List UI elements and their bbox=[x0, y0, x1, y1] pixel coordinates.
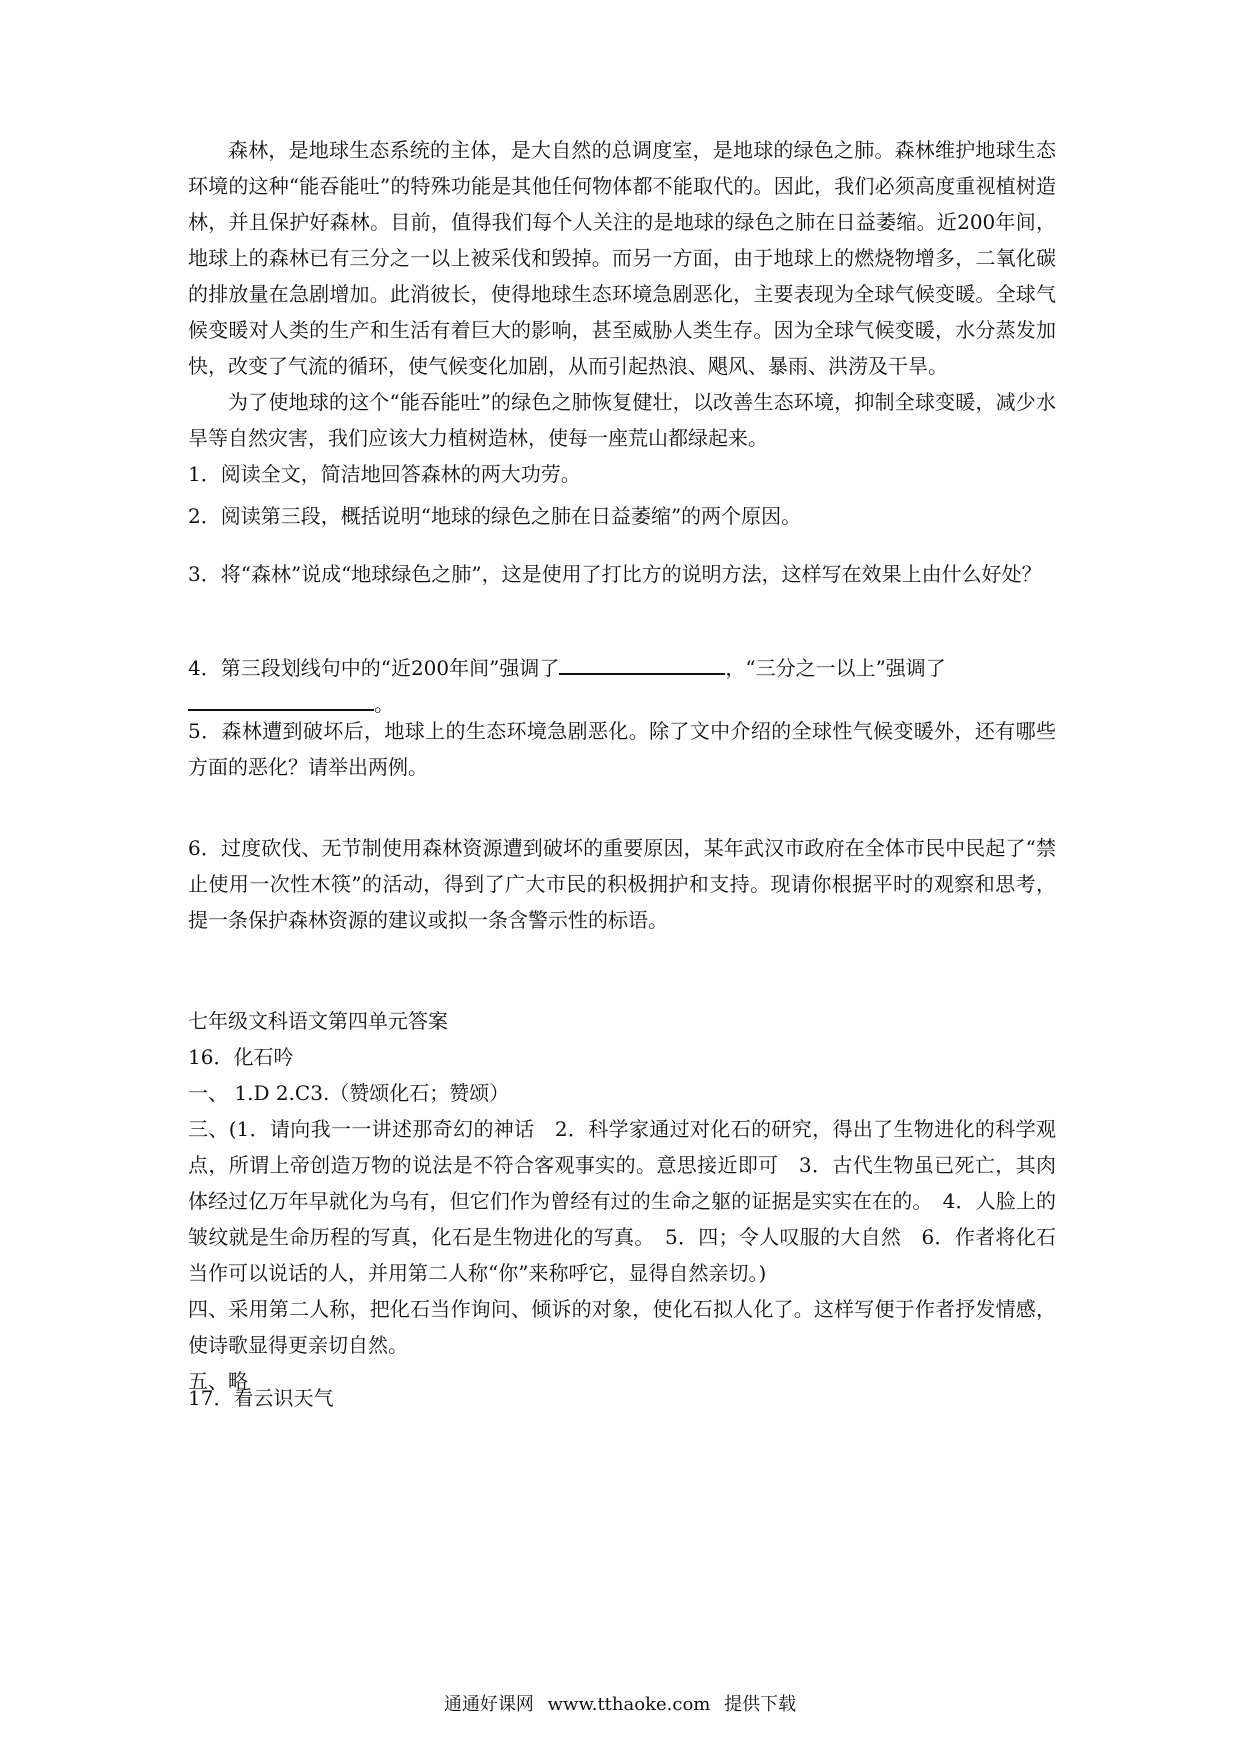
question-4 bbox=[188, 650, 1056, 686]
question-4-text-b: ，“三分之一以上”强调了 bbox=[725, 656, 946, 680]
answer-blank-1[interactable] bbox=[559, 651, 725, 675]
question-2-block bbox=[188, 498, 1056, 534]
passage bbox=[188, 132, 1056, 492]
answer-key-heading: 七年级文科语文第四单元答案 bbox=[188, 1009, 448, 1033]
answer-blank-2[interactable] bbox=[188, 687, 374, 711]
question-6-block bbox=[188, 830, 1056, 938]
passage-paragraph-2: 为了使地球的这个“能吞能吐”的绿色之肺恢复健壮，以改善生态环境，抑制全球变暖，减少水旱等自然灾害，我们应该大力植树造林，使每一座荒山都绿起来。 bbox=[188, 390, 1056, 450]
lesson-16-title: 16．化石吟 bbox=[188, 1045, 294, 1069]
question-4-block bbox=[188, 650, 1056, 722]
lesson-17-title: 17．看云识天气 bbox=[188, 1386, 334, 1410]
answer-key bbox=[188, 1003, 1056, 1399]
answer-section-4: 四、采用第二人称，把化石当作询问、倾诉的对象，使化石拟人化了。这样写便于作者抒发情感，使诗歌显得更亲切自然。 bbox=[188, 1297, 1056, 1357]
question-2: 2．阅读第三段，概括说明“地球的绿色之肺在日益萎缩”的两个原因。 bbox=[188, 504, 802, 528]
question-4-end: 。 bbox=[374, 692, 394, 716]
passage-paragraph-1: 森林，是地球生态系统的主体，是大自然的总调度室，是地球的绿色之肺。森林维护地球生态环境的这种“能吞能吐”的特殊功能是其他任何物体都不能取代的。因此，我们必须高度重视植树造林，并且保护好森林。目前，值得我们每个人关注的是地球的绿色之肺在日益萎缩。近200年间，地球上的森林已有三分之一以上被采伐和毁掉。而另一方面，由于地球上的燃烧物增多，二氧化碳的排放量在急剧增加。此消彼长，使得地球生态环境急剧恶化，主要表现为全球气候变暖。全球气候变暖对人类的生产和生活有着巨大的影响，甚至威胁人类生存。因为全球气候变暖，水分蒸发加快，改变了气流的循环，使气候变化加剧，从而引起热浪、飓风、暴雨、洪涝及干旱。 bbox=[188, 138, 1056, 378]
question-4-text-a: 4．第三段划线句中的“近200年间”强调了 bbox=[188, 656, 560, 680]
footer-site-name: 通通好课网 bbox=[443, 1694, 534, 1715]
page-footer bbox=[0, 1693, 1240, 1717]
footer-site-url[interactable]: www.tthaoke.com bbox=[547, 1694, 711, 1715]
question-1: 1．阅读全文，简洁地回答森林的两大功劳。 bbox=[188, 462, 581, 486]
question-3: 3．将“森林”说成“地球绿色之肺”，这是使用了打比方的说明方法，这样写在效果上由什么好处？ bbox=[188, 562, 1042, 586]
answer-section-1: 一、 1.D 2.C3.（赞颂化石；赞颂） bbox=[188, 1081, 510, 1105]
question-5-block bbox=[188, 713, 1056, 785]
answer-section-5: 五、略 bbox=[188, 1369, 248, 1393]
question-6: 6．过度砍伐、无节制使用森林资源遭到破坏的重要原因，某年武汉市政府在全体市民中民起了“禁止使用一次性木筷”的活动，得到了广大市民的积极拥护和支持。现请你根据平时的观察和思考，提一条保护森林资源的建议或拟一条含警示性的标语。 bbox=[188, 836, 1056, 932]
footer-suffix: 提供下载 bbox=[724, 1694, 797, 1715]
question-5: 5．森林遭到破坏后，地球上的生态环境急剧恶化。除了文中介绍的全球性气候变暖外，还有哪些方面的恶化？请举出两例。 bbox=[188, 719, 1056, 779]
answer-section-3: 三、(1．请向我一一讲述那奇幻的神话 2．科学家通过对化石的研究，得出了生物进化的科学观点，所谓上帝创造万物的说法是不符合客观事实的。意思接近即可 3．古代生物虽已死亡，其肉体经过亿万年早就化为乌有，但它们作为曾经有过的生命之躯的证据是实实在在的。 4．人脸上的皱纹就是生命历程的写真，化石是生物进化的写真。 5．四；令人叹服的大自然 6．作者将化石当作可以说话的人，并用第二人称“你”来称呼它，显得自然亲切。) bbox=[188, 1117, 1056, 1285]
question-3-block bbox=[188, 556, 1056, 592]
lesson-17-block bbox=[188, 1380, 1056, 1416]
